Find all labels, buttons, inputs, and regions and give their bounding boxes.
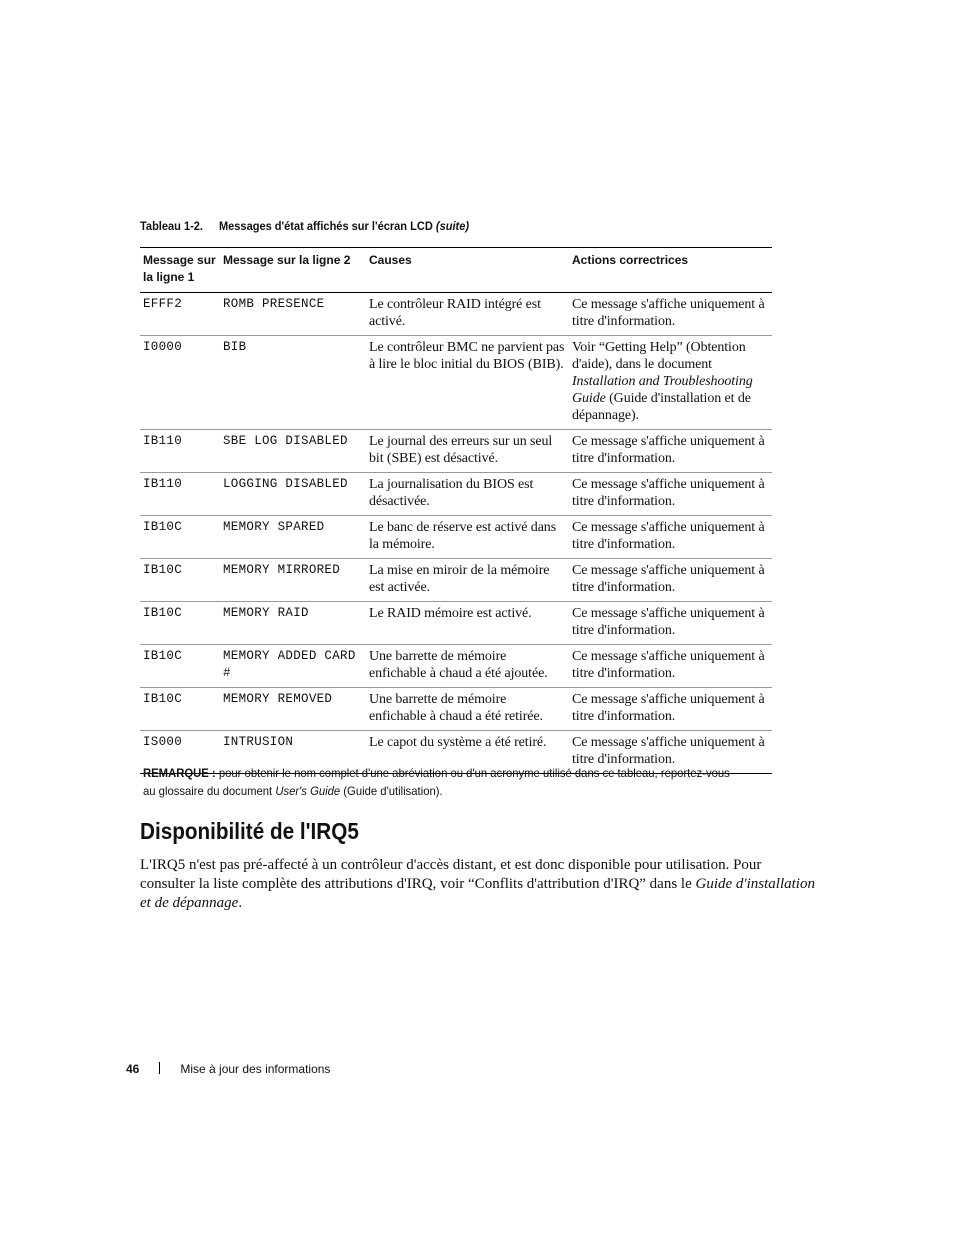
code-cell: IB10C — [140, 645, 220, 688]
paragraph-guide-title: Guide d'installation et de dépannage — [140, 876, 815, 911]
page-number: 46 — [126, 1062, 140, 1076]
table-row — [140, 336, 772, 430]
cause-cell: Le capot du système a été retiré. — [366, 731, 569, 774]
code-cell: IB10C — [140, 516, 220, 559]
message-cell: MEMORY SPARED — [220, 516, 366, 559]
action-cell — [569, 336, 772, 430]
footer-section-title: Mise à jour des informations — [180, 1062, 331, 1076]
header-actions: Actions correctrices — [569, 248, 772, 293]
code-cell: I0000 — [140, 336, 220, 430]
action-cell: Ce message s'affiche uniquement à titre d'information. — [569, 731, 772, 774]
lcd-status-table — [140, 247, 772, 774]
table-row — [140, 688, 772, 731]
cause-cell: Le RAID mémoire est activé. — [366, 602, 569, 645]
table-title: Messages d'état affichés sur l'écran LCD — [218, 219, 433, 233]
action-cell: Ce message s'affiche uniquement à titre d'information. — [569, 293, 772, 336]
code-cell: IB10C — [140, 602, 220, 645]
action-cell: Ce message s'affiche uniquement à titre d'information. — [569, 559, 772, 602]
table-title-suffix: (suite) — [435, 219, 470, 233]
message-cell: BIB — [220, 336, 366, 430]
page-footer — [126, 1062, 330, 1076]
remark-label: REMARQUE : — [143, 766, 216, 780]
action-cell: Ce message s'affiche uniquement à titre d'information. — [569, 473, 772, 516]
action-text-end: (Guide d'installation et de dépannage). — [572, 391, 751, 423]
table-row — [140, 293, 772, 336]
action-cell: Ce message s'affiche uniquement à titre d'information. — [569, 688, 772, 731]
table-row — [140, 516, 772, 559]
header-line1: Message sur la ligne 1 — [140, 248, 220, 293]
message-cell: MEMORY MIRRORED — [220, 559, 366, 602]
action-text: Voir “Getting Help” (Obtention d'aide), dans le document — [572, 340, 746, 372]
cause-cell: Une barrette de mémoire enfichable à chaud a été ajoutée. — [366, 645, 569, 688]
table-row — [140, 602, 772, 645]
action-cell: Ce message s'affiche uniquement à titre d'information. — [569, 516, 772, 559]
action-cell: Ce message s'affiche uniquement à titre d'information. — [569, 430, 772, 473]
table-row — [140, 430, 772, 473]
paragraph-text: L'IRQ5 n'est pas pré-affecté à un contrôleur d'accès distant, et est donc disponible pour utilisation. Pour consulter la liste complète des attributions d'IRQ, voir “Conflits d'attribution d'IRQ” dans le — [140, 857, 762, 892]
message-cell: MEMORY REMOVED — [220, 688, 366, 731]
message-cell: MEMORY RAID — [220, 602, 366, 645]
cause-cell: Le banc de réserve est activé dans la mémoire. — [366, 516, 569, 559]
footer-divider — [159, 1062, 160, 1074]
cause-cell: Une barrette de mémoire enfichable à chaud a été retirée. — [366, 688, 569, 731]
cause-cell: Le contrôleur BMC ne parvient pas à lire le bloc initial du BIOS (BIB). — [366, 336, 569, 430]
code-cell: IB10C — [140, 559, 220, 602]
table-row — [140, 473, 772, 516]
table-row — [140, 645, 772, 688]
table-caption — [140, 219, 469, 233]
remark-text: pour obtenir le nom complet d'une abréviation ou d'un acronyme utilisé dans ce tableau, reportez-vous au glossaire du document — [143, 766, 730, 798]
cause-cell: La mise en miroir de la mémoire est activée. — [366, 559, 569, 602]
message-cell: SBE LOG DISABLED — [220, 430, 366, 473]
paragraph-text-end: . — [238, 895, 243, 911]
section-heading: Disponibilité de l'IRQ5 — [140, 818, 359, 844]
action-cell: Ce message s'affiche uniquement à titre d'information. — [569, 602, 772, 645]
code-cell: EFFF2 — [140, 293, 220, 336]
cause-cell: Le contrôleur RAID intégré est activé. — [366, 293, 569, 336]
code-cell: IB110 — [140, 430, 220, 473]
action-guide-title: Installation and Troubleshooting Guide — [572, 374, 753, 406]
message-cell: LOGGING DISABLED — [220, 473, 366, 516]
header-causes: Causes — [366, 248, 569, 293]
action-cell: Ce message s'affiche uniquement à titre d'information. — [569, 645, 772, 688]
table-header-row — [140, 248, 772, 293]
code-cell: IB10C — [140, 688, 220, 731]
code-cell: IS000 — [140, 731, 220, 774]
remark-text-end: (Guide d'utilisation). — [340, 784, 443, 798]
section-paragraph — [140, 856, 820, 913]
cause-cell: Le journal des erreurs sur un seul bit (SBE) est désactivé. — [366, 430, 569, 473]
header-line2: Message sur la ligne 2 — [220, 248, 366, 293]
message-cell: ROMB PRESENCE — [220, 293, 366, 336]
table-number: Tableau 1-2. — [140, 219, 203, 233]
cause-cell: La journalisation du BIOS est désactivée. — [366, 473, 569, 516]
table-row — [140, 559, 772, 602]
code-cell: IB110 — [140, 473, 220, 516]
remark-note — [143, 764, 745, 800]
message-cell: MEMORY ADDED CARD # — [220, 645, 366, 688]
remark-guide-title: User's Guide — [275, 784, 341, 798]
message-cell: INTRUSION — [220, 731, 366, 774]
